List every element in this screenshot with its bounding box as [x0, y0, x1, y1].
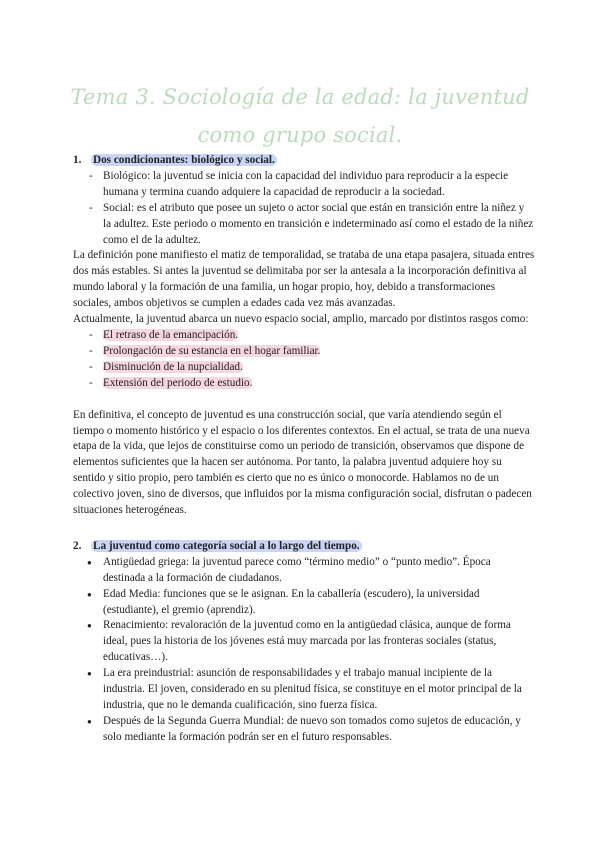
list-item: - Extensión del periodo de estudio. — [73, 376, 535, 392]
list-item: - Biológico: la juventud se inicia con la capacidad del individuo para reproducir a la especie humana y termina cuando adquiere la capacidad de reproducir a la sociedad. — [73, 169, 535, 201]
section-1-title: Dos condicionantes: biológico y social. — [93, 154, 275, 166]
section-1-heading — [73, 153, 535, 169]
paragraph: Actualmente, la juventud abarca un nuevo espacio social, amplio, marcado por distintos rasgos como: — [73, 313, 529, 326]
document-body — [73, 153, 535, 746]
list-item: - Prolongación de su estancia en el hogar familiar. — [73, 344, 535, 360]
list-item: ● Después de la Segunda Guerra Mundial: de nuevo son tomados como sujetos de educación, y solo mediante la formación podrán ser en el futuro responsables. — [73, 714, 535, 746]
list-item: - Social: es el atributo que posee un sujeto o actor social que están en transición entre la niñez y la adultez. Este periodo o momento en transición e indeterminado así como el estado de la niñez como el de la adultez. — [73, 201, 535, 249]
list-item: ● Antigüedad griega: la juventud parece como “término medio” o “punto medio”. Época destinada a la formación de ciudadanos. — [73, 555, 535, 587]
list-item: - Disminución de la nupcialidad. — [73, 360, 535, 376]
paragraph: En definitiva, el concepto de juventud es una construcción social, que varía atendiendo según el tiempo o momento histórico y el espacio o los diferentes contextos. En el actual, se trata de una nueva etapa de la vida, que lejos de constituirse como un periodo de transición, observamos que dispone de elementos suficientes que la hacen ser autónoma. Por tanto, la palabra juventud adquiere hoy su sentido y sitio propio, pero también es cierto que no es único o monocorde. Hablamos no de un colectivo joven, sino de diversos, que influidos por la misma configuración social, disfrutan o padecen situaciones heterogéneas. — [73, 408, 532, 517]
section-2-heading — [73, 539, 535, 555]
paragraph: La definición pone manifiesto el matiz de temporalidad, se trataba de una etapa pasajera, situada entres dos más estables. Si antes la juventud se delimitaba por ser la antesala a la incorporación definitiva al mundo laboral y la formación de una familia, un hogar propio, hoy, debido a transformaciones sociales, ambos objetivos se cumplen a edades cada vez más avanzadas. — [73, 249, 535, 310]
list-item: - El retraso de la emancipación. — [73, 328, 535, 344]
section-2-title: La juventud como categoría social a lo largo del tiempo. — [93, 539, 360, 552]
section-2-list — [73, 555, 535, 746]
list-item: ● La era preindustrial: asunción de responsabilidades y el trabajo manual incipiente de la industria. El joven, considerado en su plenitud física, se constituye en el motor principal de la industria, que no le demanda cualificación, sino fuerza física. — [73, 666, 535, 714]
list-item: ● Edad Media: funciones que se le asignan. En la caballería (escudero), la universidad (estudiante), el gremio (aprendiz). — [73, 587, 535, 619]
section-2-number: 2. — [73, 539, 82, 552]
page-title: Tema 3. Sociología de la edad: la juventud como grupo social. — [70, 85, 530, 147]
traits-list — [73, 328, 535, 392]
list-item: ● Renacimiento: revaloración de la juventud como en la antigüedad clásica, aunque de forma ideal, pues la historia de los jóvenes está muy marcada por las fronteras sociales (status, educativas…). — [73, 618, 535, 666]
section-1-list — [73, 169, 535, 249]
section-1-number: 1. — [73, 154, 82, 166]
